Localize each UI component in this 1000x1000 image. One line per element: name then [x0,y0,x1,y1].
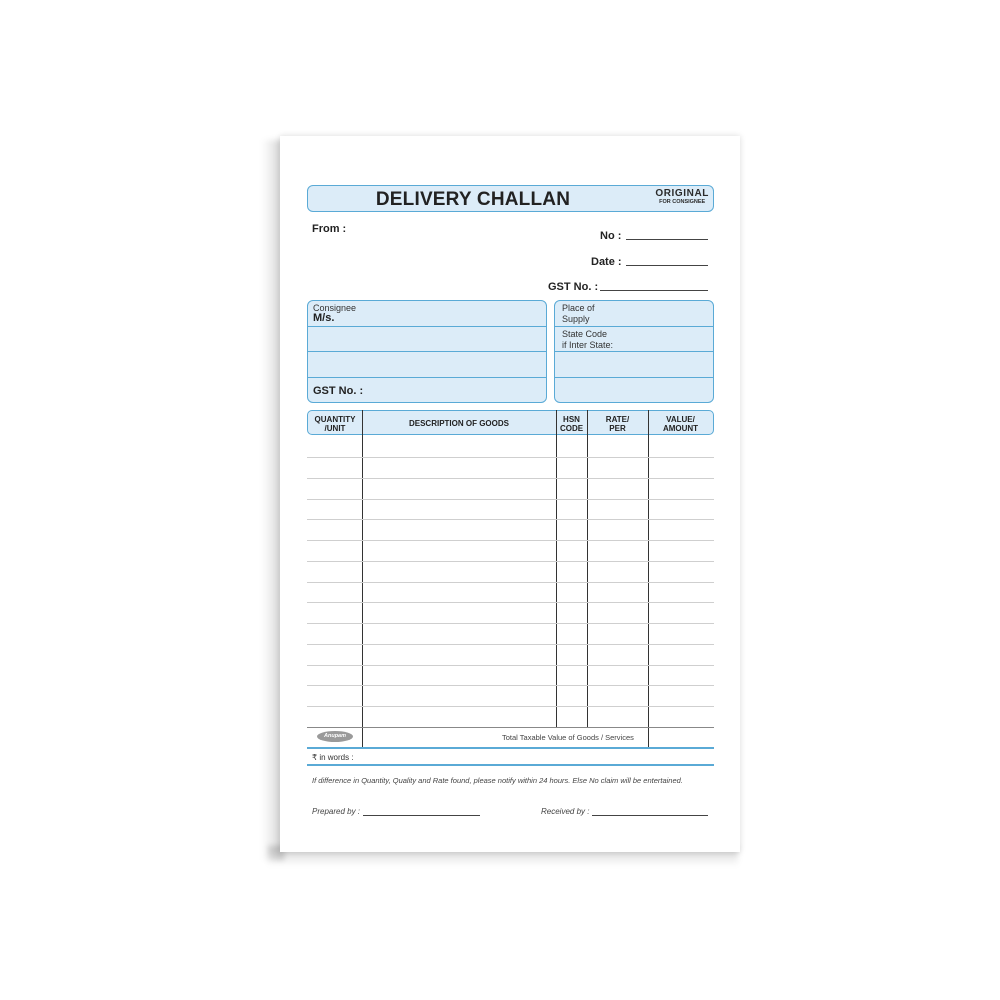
table-row-last[interactable] [307,727,714,728]
header-description [362,411,556,436]
place-of-supply-box [554,300,714,403]
header-quantity [308,411,362,436]
table-row[interactable] [307,540,714,541]
header-value-line-1: VALUE/ [666,414,695,424]
notice-text: If difference in Quantity, Quality and Rate found, please notify within 24 hours. Else No claim will be entertained. [312,776,683,785]
copy-label-sub: FOR CONSIGNEE [659,199,706,205]
in-words-label: in words : [319,753,354,762]
consignee-label: Consignee [313,303,357,313]
consignee-gst-label: GST No. : [313,385,364,397]
prepared-by-label: Prepared by : [312,807,361,816]
ms-label: M/s. [313,312,335,324]
table-row[interactable] [307,519,714,520]
consignee-line-2[interactable] [308,351,546,352]
form-title: DELIVERY CHALLAN [375,189,571,210]
consignee-box [307,300,547,403]
header-description-text: DESCRIPTION OF GOODS [408,419,509,428]
copy-label [655,188,709,205]
header-rate-line-2: PER [609,423,626,433]
gst-field[interactable] [600,290,708,291]
prepared-by-field[interactable] [363,815,480,816]
header-hsn-line-2: CODE [559,423,584,433]
header-hsn [556,411,587,436]
table-row[interactable] [307,478,714,479]
from-label: From : [312,223,347,235]
table-row[interactable] [307,457,714,458]
consignee-line-3[interactable] [308,377,546,378]
header-rate [587,411,648,436]
table-row[interactable] [307,582,714,583]
header-quantity-line-1: QUANTITY [314,414,356,424]
date-label: Date : [591,256,622,268]
copy-label-main: ORIGINAL [655,188,709,199]
no-label: No : [600,230,622,242]
header-value-line-2: AMOUNT [662,423,699,433]
received-by-field[interactable] [592,815,708,816]
col-divider-1 [362,410,363,748]
goods-table-header [307,410,714,435]
place-line-1: Place of [562,303,595,313]
table-row[interactable] [307,623,714,624]
words-divider [307,764,714,766]
place-line-2: Supply [562,314,590,324]
brand-logo: Anupam [317,731,353,742]
header-rate-line-1: RATE/ [605,414,630,424]
place-divider-3 [555,377,713,378]
no-field[interactable] [626,239,708,240]
total-divider [307,747,714,749]
total-taxable-label: Total Taxable Value of Goods / Services [502,733,634,742]
rupee-icon: ₹ [312,753,318,762]
gst-label: GST No. : [548,281,599,293]
col-divider-4 [648,410,649,748]
date-field[interactable] [626,265,708,266]
amount-in-words [312,753,354,762]
table-row[interactable] [307,561,714,562]
consignee-line-1[interactable] [308,326,546,327]
table-row[interactable] [307,706,714,707]
delivery-challan-sheet [280,136,740,852]
table-row[interactable] [307,685,714,686]
header-hsn-line-1: HSN [563,414,580,424]
state-code-label [562,329,613,351]
header-value [648,411,713,436]
state-code-line-2: if Inter State: [562,340,614,350]
table-row[interactable] [307,499,714,500]
title-banner [307,185,714,212]
place-divider-1 [555,326,713,327]
header-quantity-line-2: /UNIT [324,423,346,433]
table-row[interactable] [307,665,714,666]
place-divider-2 [555,351,713,352]
table-row[interactable] [307,602,714,603]
place-of-supply-label [562,303,595,325]
table-row[interactable] [307,644,714,645]
state-code-line-1: State Code [562,329,608,339]
received-by-label: Received by : [541,807,590,816]
